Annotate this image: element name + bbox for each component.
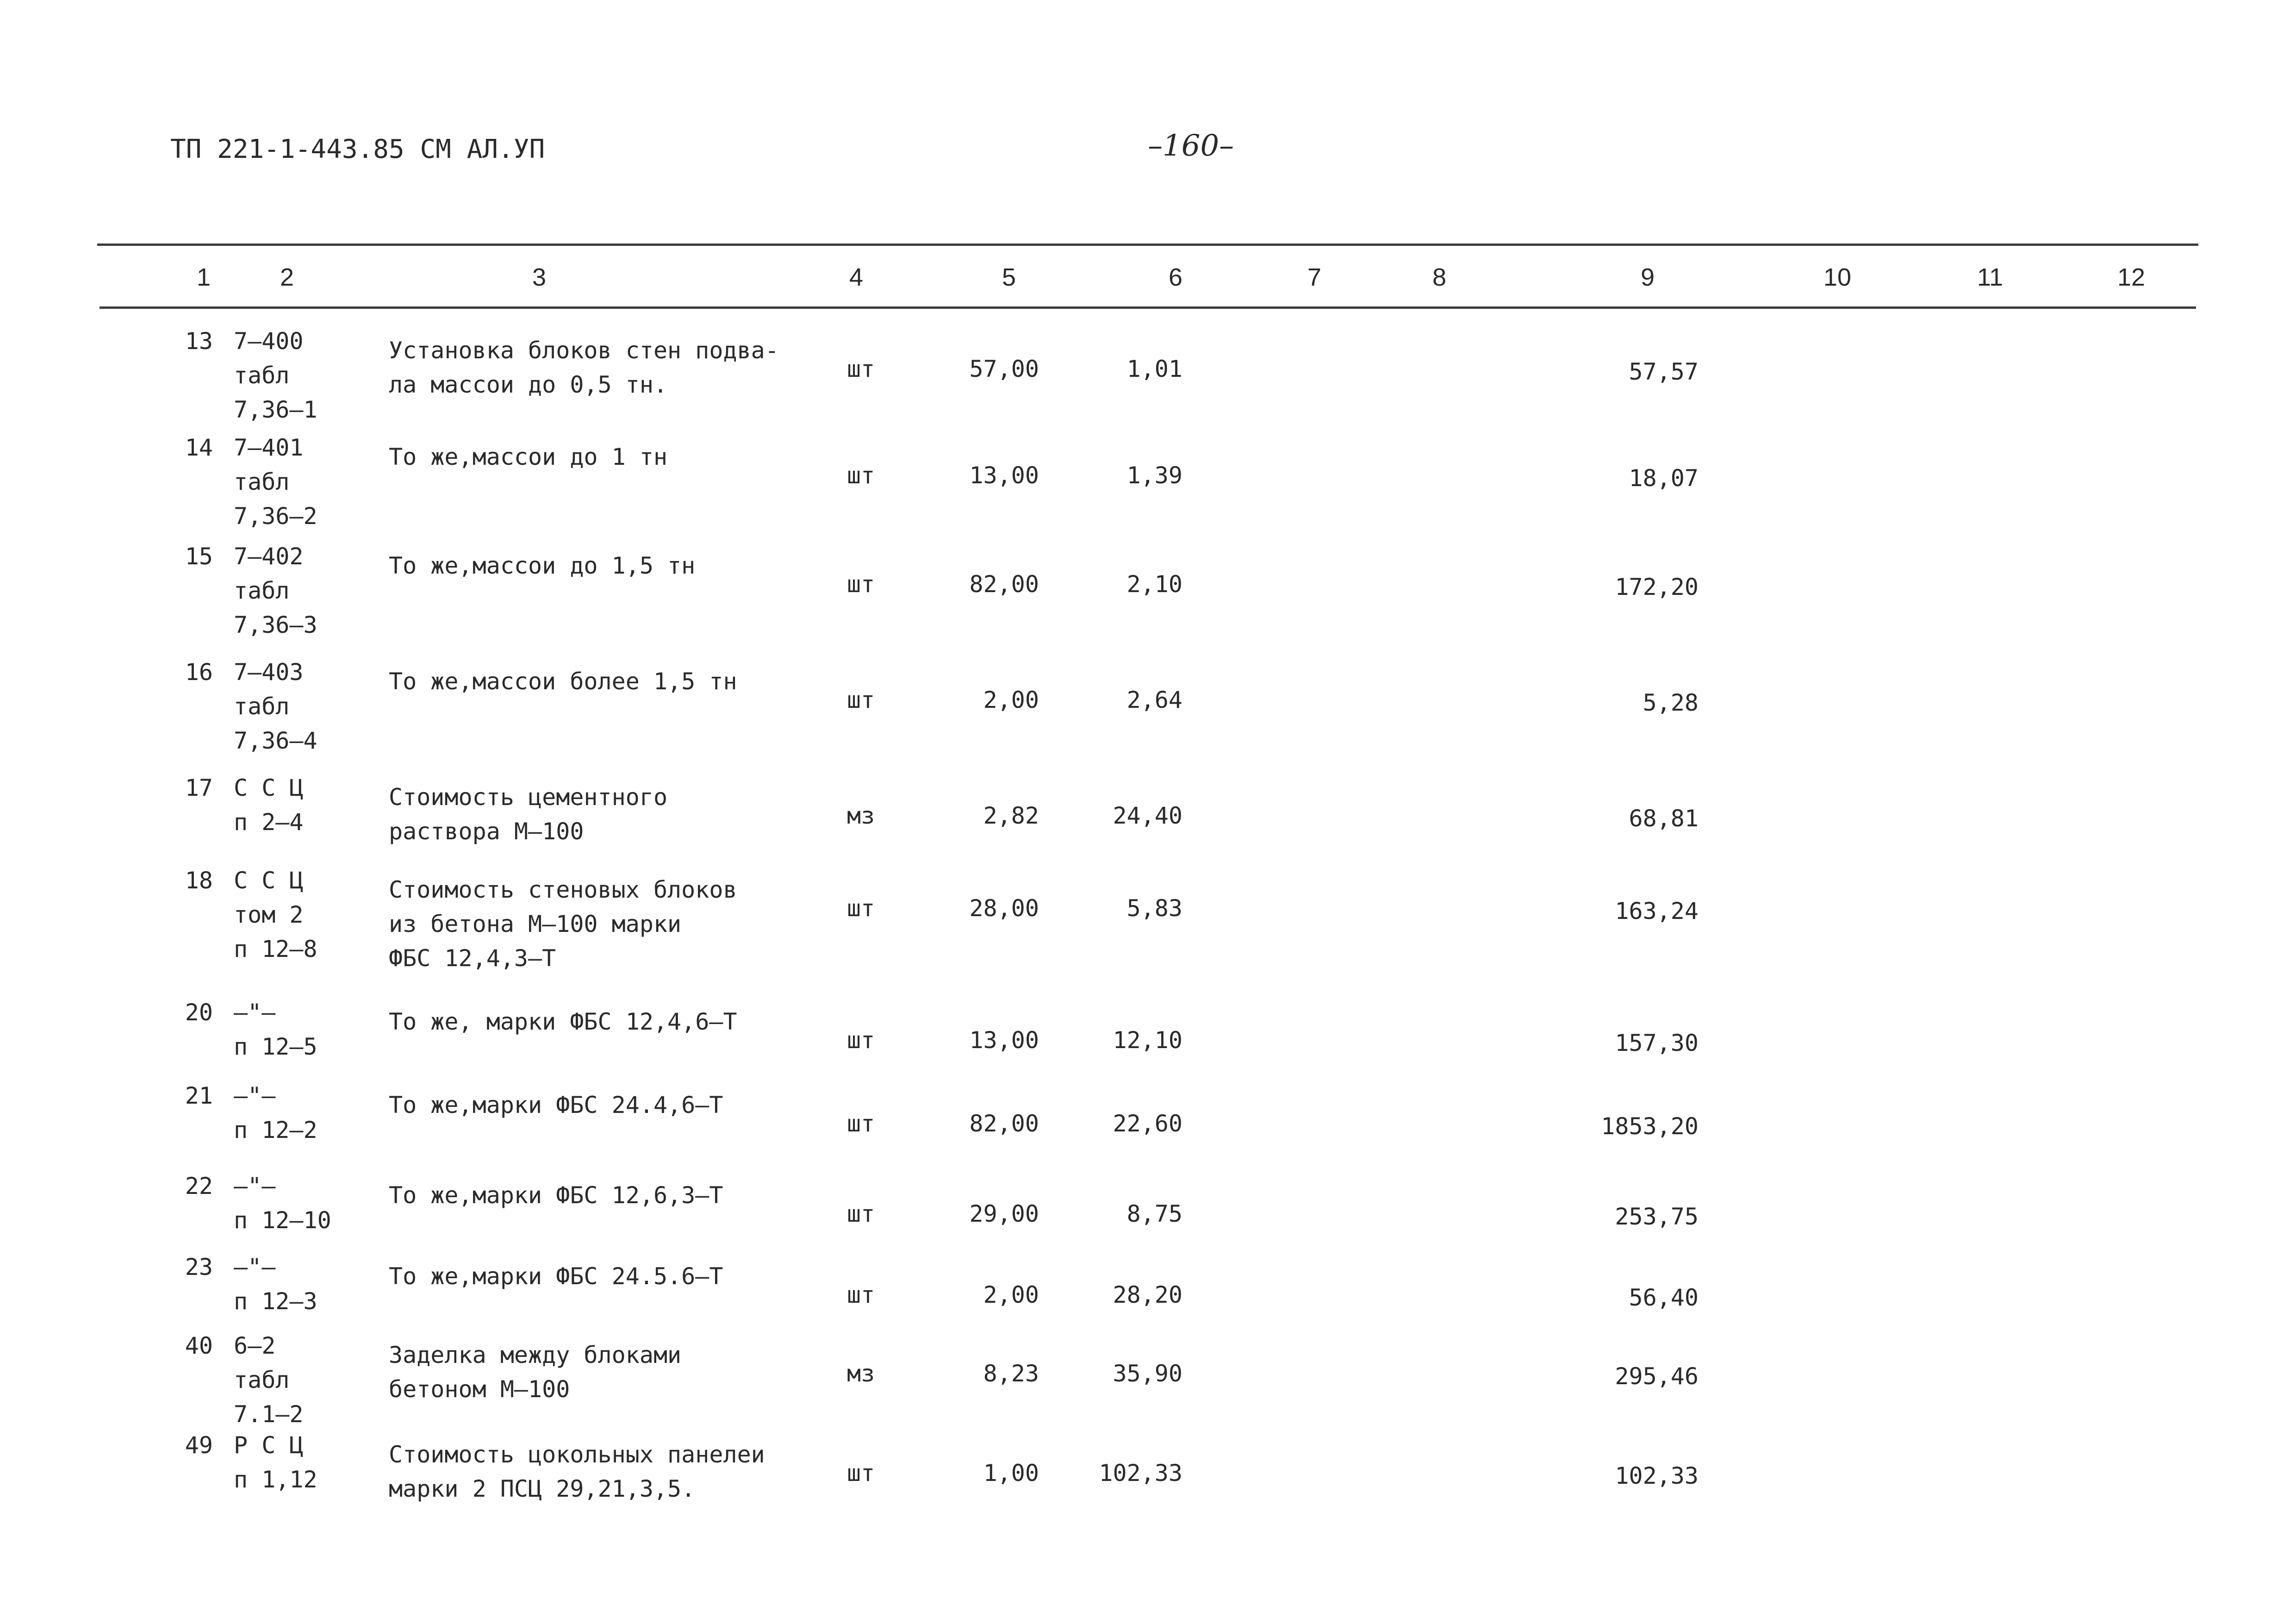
row-name-line: То же,массои до 1 тн xyxy=(389,443,668,470)
row-total: 172,20 xyxy=(1615,574,1699,600)
row-quantity: 82,00 xyxy=(969,1110,1039,1137)
row-code-line: п 12–8 xyxy=(234,936,317,962)
column-header-12: 12 xyxy=(2117,263,2146,291)
row-code-line: Р С Ц xyxy=(234,1432,304,1459)
row-name-line: То же, марки ФБС 12,4,6–Т xyxy=(389,1008,737,1035)
page-number: –160– xyxy=(1148,129,1234,163)
row-price: 12,10 xyxy=(1113,1027,1182,1054)
document-code: ТП 221-1-443.85 СМ АЛ.УП xyxy=(170,134,545,164)
row-name-line: бетоном М–100 xyxy=(389,1376,570,1403)
row-quantity: 2,00 xyxy=(983,1281,1039,1308)
row-number: 16 xyxy=(185,659,213,686)
row-total: 253,75 xyxy=(1615,1203,1699,1230)
row-name-line: из бетона М–100 марки xyxy=(389,911,682,937)
row-number: 40 xyxy=(185,1332,213,1359)
row-price: 35,90 xyxy=(1113,1360,1182,1387)
row-name-line: марки 2 ПСЦ 29,21,3,5. xyxy=(389,1475,696,1502)
row-quantity: 28,00 xyxy=(969,895,1039,922)
row-name-line: ФБС 12,4,3–Т xyxy=(389,945,556,972)
row-code-line: 7,36–4 xyxy=(234,727,317,754)
row-code-line: 7,36–2 xyxy=(234,503,317,530)
row-name-line: То же,массои до 1,5 тн xyxy=(389,552,696,579)
row-price: 22,60 xyxy=(1113,1110,1182,1137)
row-unit: шт xyxy=(847,1460,875,1487)
row-total: 163,24 xyxy=(1615,898,1699,924)
row-code-line: п 12–5 xyxy=(234,1033,317,1060)
row-unit: шт xyxy=(847,895,875,922)
row-number: 14 xyxy=(185,434,213,461)
row-code-line: 7–401 xyxy=(234,434,304,461)
row-unit: шт xyxy=(847,1200,875,1227)
row-unit: шт xyxy=(847,687,875,713)
row-number: 23 xyxy=(185,1254,213,1280)
row-quantity: 13,00 xyxy=(969,1027,1039,1054)
row-name-line: То же,марки ФБС 24.5.6–Т xyxy=(389,1263,723,1290)
row-code-line: 7,36–1 xyxy=(234,396,317,423)
row-number: 13 xyxy=(185,328,213,355)
row-code-line: п 12–2 xyxy=(234,1117,317,1143)
row-code-line: С С Ц xyxy=(234,775,304,801)
row-number: 18 xyxy=(185,867,213,894)
row-code-line: табл xyxy=(234,362,290,389)
row-total: 5,28 xyxy=(1643,689,1699,716)
row-name-line: ла массои до 0,5 тн. xyxy=(389,371,668,398)
row-price: 2,10 xyxy=(1126,571,1182,598)
row-name-line: раствора М–100 xyxy=(389,818,584,845)
column-header-10: 10 xyxy=(1823,263,1852,291)
row-code-line: табл xyxy=(234,1367,290,1393)
row-unit: шт xyxy=(847,1027,875,1054)
row-name-line: То же,марки ФБС 24.4,6–Т xyxy=(389,1092,723,1118)
row-code-line: табл xyxy=(234,693,290,720)
row-price: 102,33 xyxy=(1099,1460,1182,1487)
row-unit: мз xyxy=(847,802,875,829)
row-code-line: 7–400 xyxy=(234,328,304,355)
column-header-4: 4 xyxy=(849,263,864,291)
row-code-line: 7,36–3 xyxy=(234,612,317,638)
row-code-line: 7–403 xyxy=(234,659,304,686)
row-quantity: 13,00 xyxy=(969,462,1039,489)
row-number: 49 xyxy=(185,1432,213,1459)
row-code-line: п 12–3 xyxy=(234,1288,317,1315)
row-total: 68,81 xyxy=(1629,805,1699,832)
column-header-5: 5 xyxy=(1002,263,1016,291)
column-header-3: 3 xyxy=(532,263,547,291)
row-total: 102,33 xyxy=(1615,1462,1699,1489)
row-total: 1853,20 xyxy=(1601,1113,1699,1140)
row-code-line: 6–2 xyxy=(234,1332,276,1359)
row-unit: шт xyxy=(847,571,875,598)
row-price: 1,01 xyxy=(1126,356,1182,382)
row-code-line: том 2 xyxy=(234,901,304,928)
row-number: 15 xyxy=(185,543,213,570)
row-code-line: 7–402 xyxy=(234,543,304,570)
row-price: 28,20 xyxy=(1113,1281,1182,1308)
row-quantity: 29,00 xyxy=(969,1200,1039,1227)
row-total: 57,57 xyxy=(1629,358,1699,385)
row-number: 17 xyxy=(185,775,213,801)
row-quantity: 57,00 xyxy=(969,356,1039,382)
row-name-line: Заделка между блоками xyxy=(389,1342,682,1368)
row-total: 56,40 xyxy=(1629,1284,1699,1311)
row-quantity: 2,82 xyxy=(983,802,1039,829)
row-quantity: 82,00 xyxy=(969,571,1039,598)
row-price: 5,83 xyxy=(1126,895,1182,922)
column-header-6: 6 xyxy=(1168,263,1183,291)
row-code-line: С С Ц xyxy=(234,867,304,894)
row-name-line: Стоимость цементного xyxy=(389,784,668,811)
row-name-line: Установка блоков стен подва- xyxy=(389,337,779,364)
table-header-rule xyxy=(100,306,2196,309)
row-unit: шт xyxy=(847,462,875,489)
row-total: 157,30 xyxy=(1615,1030,1699,1056)
row-code-line: –"– xyxy=(234,1082,276,1109)
row-number: 22 xyxy=(185,1173,213,1199)
table-top-rule xyxy=(97,244,2198,246)
row-price: 2,64 xyxy=(1126,687,1182,713)
row-unit: шт xyxy=(847,1281,875,1308)
row-unit: шт xyxy=(847,1110,875,1137)
row-price: 24,40 xyxy=(1113,802,1182,829)
row-code-line: –"– xyxy=(234,1173,276,1199)
row-code-line: табл xyxy=(234,468,290,495)
column-header-1: 1 xyxy=(196,263,211,291)
column-header-11: 11 xyxy=(1977,263,2004,291)
row-code-line: –"– xyxy=(234,1254,276,1280)
row-quantity: 8,23 xyxy=(983,1360,1039,1387)
row-name-line: Стоимость стеновых блоков xyxy=(389,876,737,903)
row-unit: мз xyxy=(847,1360,875,1387)
row-total: 18,07 xyxy=(1629,465,1699,492)
column-header-8: 8 xyxy=(1432,263,1447,291)
row-quantity: 1,00 xyxy=(983,1460,1039,1487)
row-number: 21 xyxy=(185,1082,213,1109)
row-name-line: Стоимость цокольных панелеи xyxy=(389,1441,765,1468)
row-code-line: –"– xyxy=(234,999,276,1026)
row-code-line: п 1,12 xyxy=(234,1466,317,1493)
row-total: 295,46 xyxy=(1615,1363,1699,1390)
row-quantity: 2,00 xyxy=(983,687,1039,713)
row-price: 8,75 xyxy=(1126,1200,1182,1227)
row-code-line: п 2–4 xyxy=(234,809,304,836)
row-unit: шт xyxy=(847,356,875,382)
row-code-line: 7.1–2 xyxy=(234,1401,304,1428)
row-price: 1,39 xyxy=(1126,462,1182,489)
column-header-7: 7 xyxy=(1307,263,1322,291)
row-name-line: То же,марки ФБС 12,6,3–Т xyxy=(389,1182,723,1209)
row-number: 20 xyxy=(185,999,213,1026)
row-name-line: То же,массои более 1,5 тн xyxy=(389,668,737,695)
row-code-line: п 12–10 xyxy=(234,1207,331,1234)
column-header-9: 9 xyxy=(1640,263,1655,291)
row-code-line: табл xyxy=(234,577,290,604)
column-header-2: 2 xyxy=(280,263,294,291)
